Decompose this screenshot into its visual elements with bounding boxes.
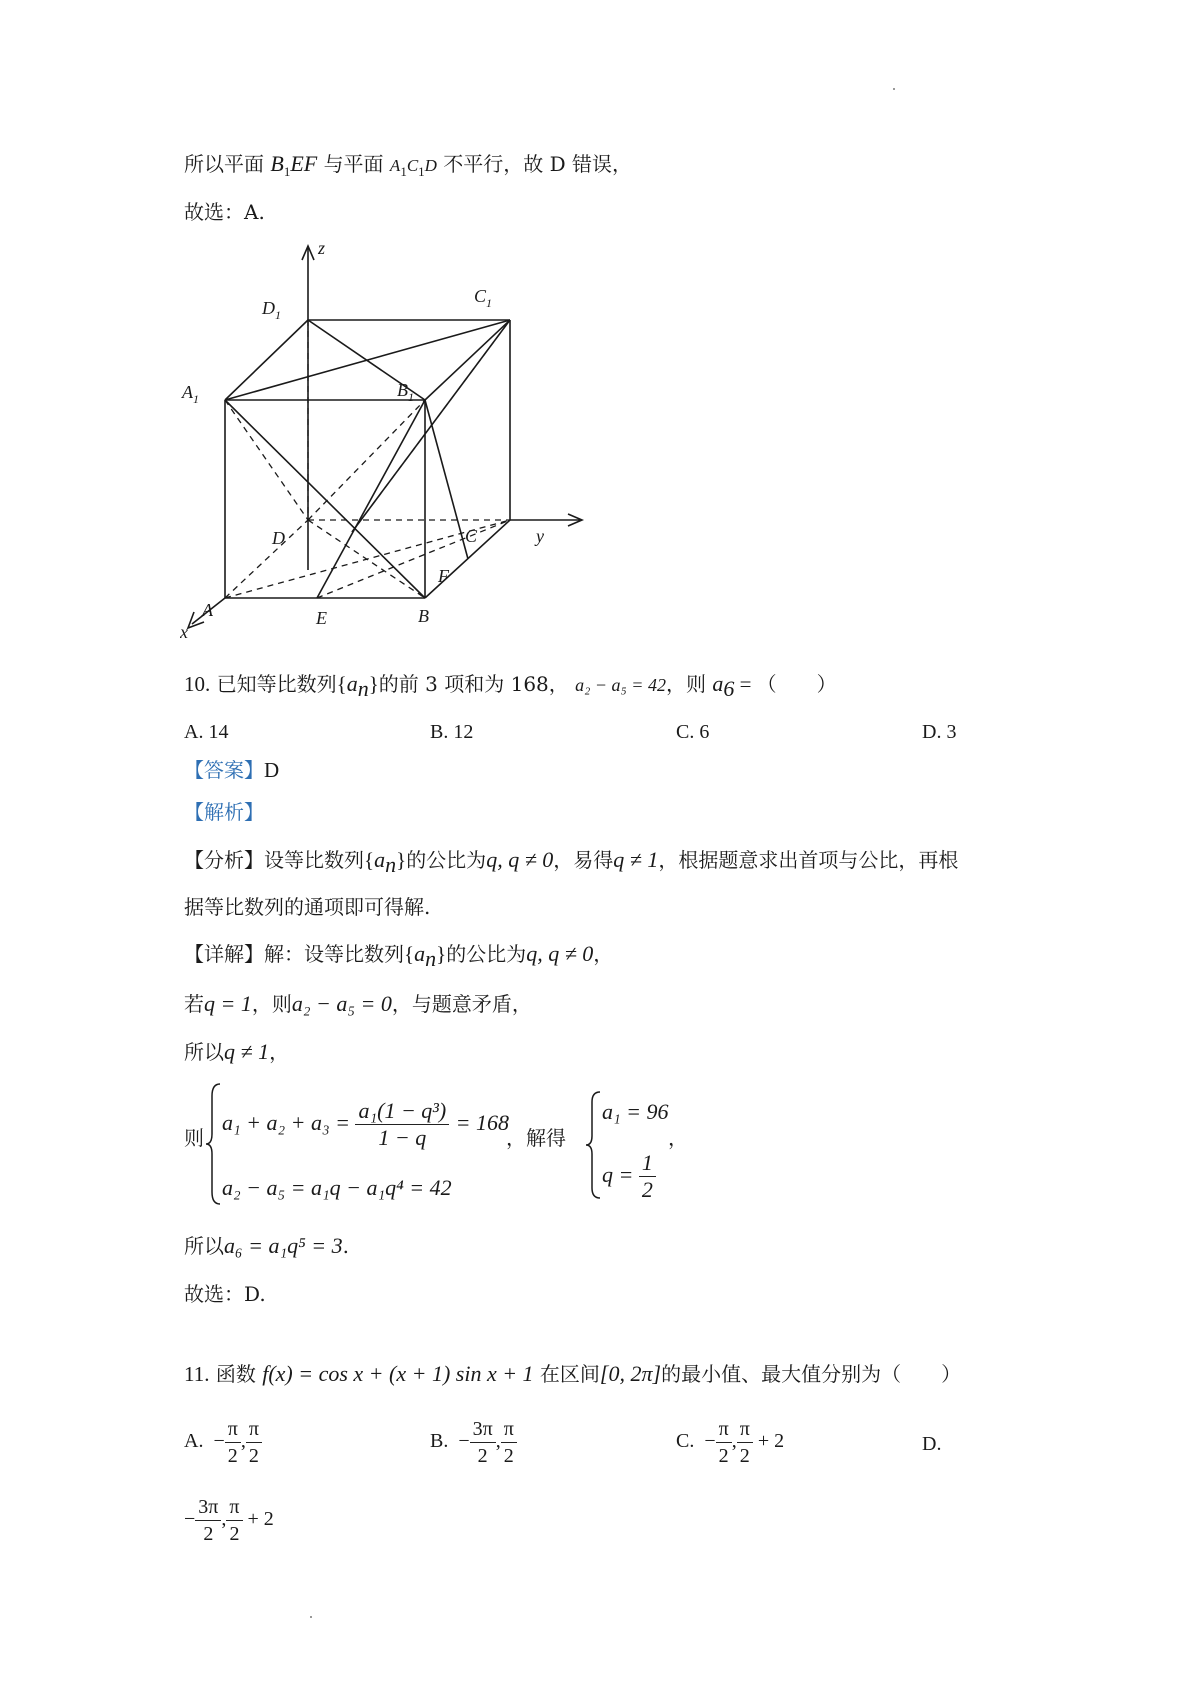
- q11-option-d[interactable]: − $\frac{3\pi}{2}$ , $\frac{\pi}{2}$ + 2: [184, 1496, 274, 1545]
- q10-option-d[interactable]: D. 3: [922, 721, 957, 743]
- label-b: B: [418, 606, 429, 626]
- q10-fenxi: 【分析】设等比数列$\{a_n\}$的公比为q, q ≠ 0，易得q ≠ 1，根据题意求出首项与公比，再根: [184, 847, 959, 877]
- fraction-half: $\frac{1}{2}$: [639, 1150, 656, 1203]
- scan-speck: [310, 1616, 312, 1618]
- left-brace-solution: [584, 1090, 604, 1200]
- q10-fenxi-line2: 据等比数列的通项即可得解.: [184, 895, 431, 919]
- text-segment: 不平行，故 D 错误，: [443, 152, 633, 176]
- q10-solve: ，解得: [506, 1126, 566, 1150]
- label-y: y: [536, 526, 544, 546]
- q10-result: 所以a₆ = a₁q⁵ = 3.: [184, 1233, 349, 1258]
- label-d: D: [272, 528, 285, 548]
- label-a1: $A_1$: [182, 382, 199, 406]
- q10-xiangjie: 【详解】解：设等比数列$\{a_n\}$的公比为q, q ≠ 0，: [184, 941, 614, 971]
- q10-option-b[interactable]: B. 12: [430, 721, 474, 743]
- hidden-d-b1: [308, 400, 425, 520]
- hidden-a1-d: [225, 400, 308, 520]
- q11-function: f(x) = cos x + (x + 1) sin x + 1: [262, 1361, 534, 1386]
- cube-figure: [180, 240, 600, 640]
- q10-so-line: 所以q ≠ 1，: [184, 1039, 290, 1064]
- q10-answer: 【答案】D: [184, 758, 280, 782]
- q11-option-c[interactable]: C. − $\frac{\pi}{2}$ , $\frac{\pi}{2}$ + 2: [676, 1418, 785, 1467]
- q10-final: 故选：D.: [184, 1282, 266, 1306]
- label-d1: $D_1$: [262, 298, 281, 322]
- label-f: F: [438, 566, 449, 586]
- q11-interval: [0, 2π]: [599, 1361, 662, 1386]
- answer-line: 故选：A.: [184, 200, 265, 224]
- label-z: z: [318, 240, 326, 258]
- text-segment: 与平面: [323, 152, 384, 176]
- solution-q: q = $\frac{1}{2}$: [602, 1150, 656, 1203]
- left-brace-system: [204, 1082, 224, 1206]
- text-segment: 所以平面: [184, 152, 264, 176]
- plane-b1ef: $B_1EF$: [270, 151, 318, 179]
- q11-option-b[interactable]: B. − $\frac{3\pi}{2}$ , $\frac{\pi}{2}$: [430, 1416, 517, 1469]
- fraction-sum: $\frac{\text{a₁(1 − q³)}}{1 - q}$: [355, 1098, 449, 1151]
- segment-b1-f: [425, 400, 468, 559]
- label-e: E: [316, 608, 327, 628]
- q11-option-d-label[interactable]: D.: [922, 1433, 942, 1455]
- q10-analysis-tag: 【解析】: [184, 800, 264, 824]
- q11-option-a[interactable]: A. − $\frac{\pi}{2}$ , $\frac{\pi}{2}$: [184, 1416, 262, 1469]
- q11-stem: 11. 函数 f(x) = cos x + (x + 1) sin x + 1 在区间[0, 2π]的最小值、最大值分别为（ ）: [184, 1361, 962, 1386]
- solution-end: ，: [668, 1126, 688, 1150]
- label-c1: $C_1$: [474, 286, 493, 310]
- label-b1: $B_1$: [397, 380, 414, 404]
- conclusion-line: [184, 150, 632, 186]
- label-c: C: [465, 526, 478, 546]
- plane-a1c1d: $A_1C_1D$: [389, 156, 437, 179]
- system-eq2: a₂ − a₅ = a₁q − a₁q⁴ = 42: [222, 1175, 452, 1200]
- q10-condition: a₂ − a₅ = 42: [575, 675, 666, 695]
- hidden-a-d: [225, 520, 308, 598]
- solution-a1: a₁ = 96: [602, 1099, 669, 1124]
- q10-if-line: 若q = 1，则a₂ − a₅ = 0，与题意矛盾，: [184, 991, 532, 1016]
- label-a: A: [202, 600, 213, 620]
- q10-option-c[interactable]: C. 6: [676, 721, 710, 743]
- scan-speck: [893, 88, 895, 90]
- q10-stem: 10. 已知等比数列$\{a_n\}$的前 3 项和为 168， a₂ − a₅ = 42，则 $a_6$ = （ ）: [184, 671, 837, 701]
- segment-a1-b: [225, 400, 425, 598]
- system-eq1: a₁ + a₂ + a₃ = $\frac{\text{a₁(1 − q³)}}{1 - q}$ = 168: [222, 1098, 509, 1150]
- q10-option-a[interactable]: A. 14: [184, 721, 229, 743]
- label-x: x: [180, 622, 188, 640]
- q10-then: 则: [184, 1126, 204, 1150]
